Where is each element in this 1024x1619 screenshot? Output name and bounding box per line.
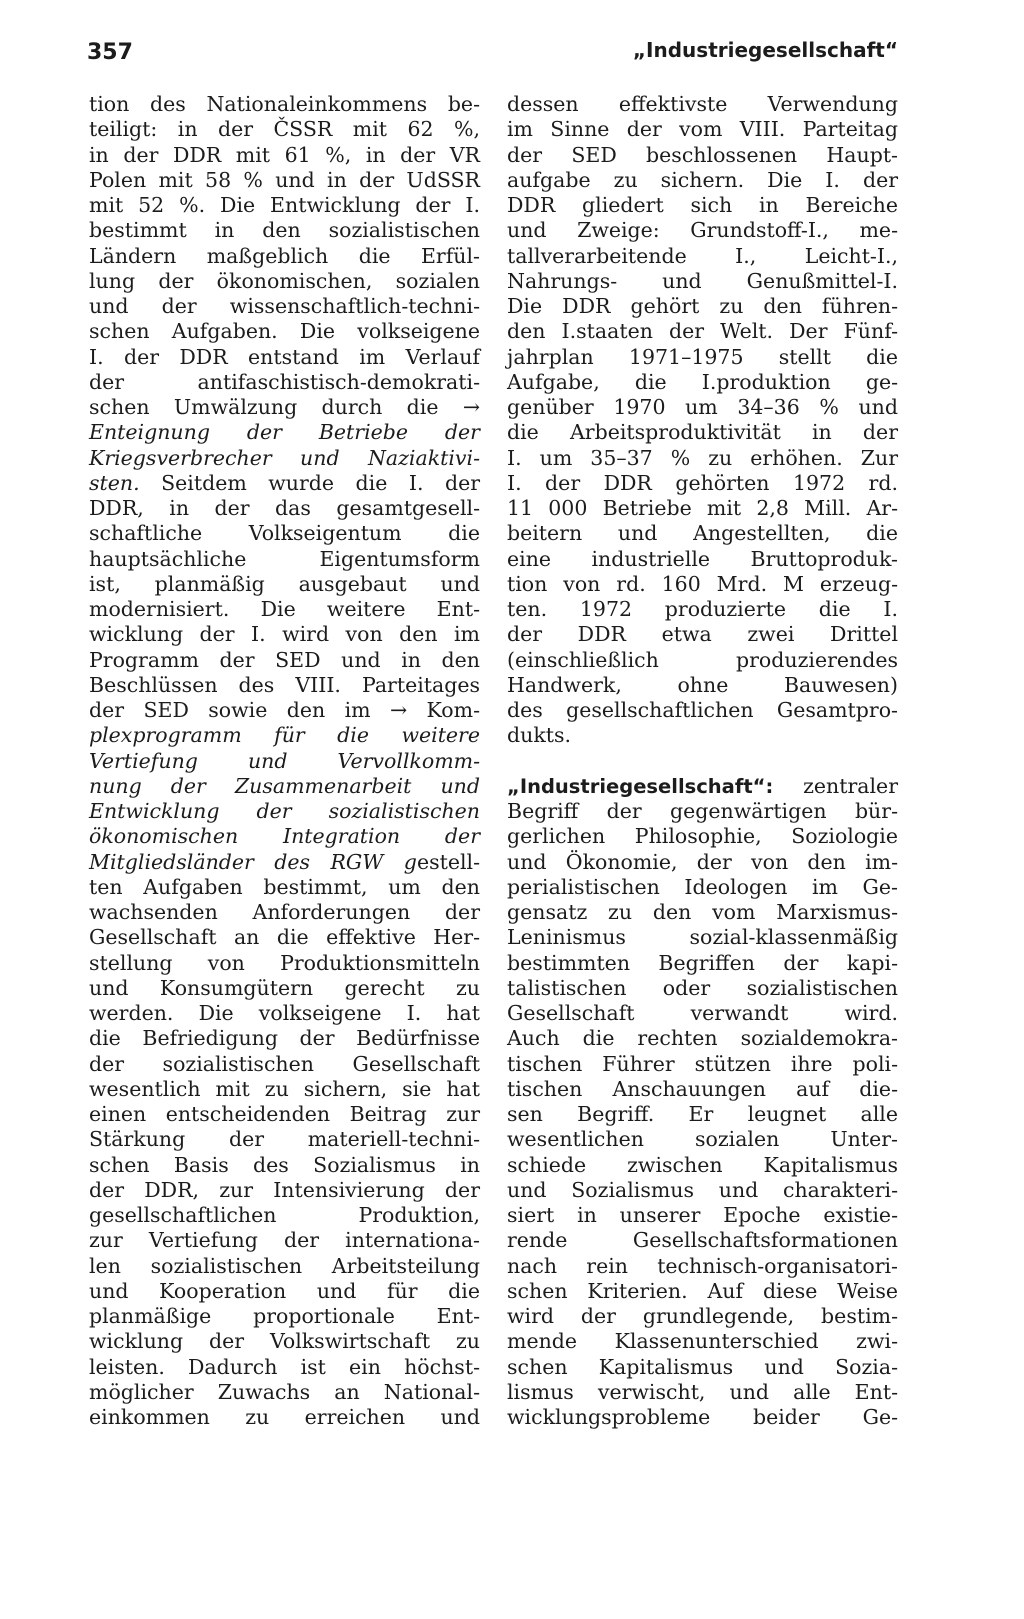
right-paragraph-1 [507, 92, 898, 749]
text-line: nach rein technisch-organisatori- [507, 1253, 898, 1278]
text-line: DDR, in der das gesamtgesell- [89, 496, 480, 520]
text-line: Mitgliedsländer des RGW gestell- [89, 849, 480, 874]
text-line: schen Umwälzung durch die → [89, 395, 480, 419]
text-line: Gesellschaft verwandt wird. [507, 1001, 898, 1025]
text-line: ten. 1972 produzierte die I. [507, 597, 898, 621]
text-line: die Befriedigung der Bedürfnisse [89, 1026, 480, 1051]
text-line: modernisiert. Die weitere Ent- [89, 597, 480, 621]
text-line: gensatz zu den vom Marxismus- [507, 900, 898, 924]
text-line: der DDR, zur Intensivierung der [89, 1177, 480, 1202]
text-line: tischen Anschauungen auf die- [507, 1076, 898, 1101]
text-line: talistischen oder sozialistischen [507, 975, 898, 1000]
text-line: sen Begriff. Er leugnet alle [507, 1102, 898, 1126]
text-line: I. um 35–37 % zu erhöhen. Zur [507, 445, 898, 470]
text-line: mende Klassenunterschied zwi- [507, 1329, 898, 1354]
text-line: nung der Zusammenarbeit und [89, 773, 480, 798]
text-line: wicklung der Volkswirtschaft zu [89, 1329, 480, 1354]
text-line: in der DDR mit 61 %, in der VR [89, 142, 480, 167]
text-line: DDR gliedert sich in Bereiche [507, 193, 898, 217]
text-line: gesellschaftlichen Produktion, [89, 1203, 480, 1227]
text-line: tallverarbeitende I., Leicht-I., [507, 243, 898, 268]
text-line: wird der grundlegende, bestim- [507, 1304, 898, 1328]
text-line: einen entscheidenden Beitrag zur [89, 1102, 480, 1126]
text-line: der SED beschlossenen Haupt- [507, 142, 898, 167]
text-line: tischen Führer stützen ihre poli- [507, 1051, 898, 1076]
text-line: schen Aufgaben. Die volkseigene [89, 319, 480, 344]
text-line: mit 52 %. Die Entwicklung der I. [89, 193, 480, 217]
text-line: Beschlüssen des VIII. Parteitages [89, 672, 480, 697]
text-line: und Zweige: Grundstoff-I., me- [507, 218, 898, 243]
text-line: leisten. Dadurch ist ein höchst- [89, 1354, 480, 1379]
left-column [89, 92, 480, 1430]
text-line: und Konsumgütern gerecht zu [89, 975, 480, 1000]
text-line: schen Kriterien. Auf diese Weise [507, 1278, 898, 1303]
text-line: lung der ökonomischen, sozialen [89, 268, 480, 293]
running-title: „Industriegesellschaft“ [632, 38, 898, 62]
text-line: dessen effektivste Verwendung [507, 92, 898, 116]
text-line: Die DDR gehört zu den führen- [507, 294, 898, 318]
text-line: wicklungsprobleme beider Ge- [507, 1405, 898, 1429]
text-line: wachsenden Anforderungen der [89, 900, 480, 924]
text-line: hauptsächliche Eigentumsform [89, 546, 480, 571]
text-line: bestimmt in den sozialistischen [89, 218, 480, 243]
text-line: Auch die rechten sozialdemokra- [507, 1026, 898, 1051]
text-line: und Ökonomie, der von den im- [507, 849, 898, 874]
text-line: tion des Nationaleinkommens be- [89, 92, 480, 116]
text-line: wesentlich mit zu sichern, sie hat [89, 1076, 480, 1101]
text-line: und Kooperation und für die [89, 1278, 480, 1303]
text-line: Kriegsverbrecher und Naziaktivi- [89, 445, 480, 470]
text-line: im Sinne der vom VIII. Parteitag [507, 117, 898, 142]
entry-first-line-rest: zentraler [803, 773, 898, 798]
text-line: planmäßige proportionale Ent- [89, 1304, 480, 1328]
text-line: wicklung der I. wird von den im [89, 622, 480, 647]
text-line: 11 000 Betriebe mit 2,8 Mill. Ar- [507, 496, 898, 520]
text-line: ökonomischen Integration der [89, 824, 480, 849]
entry-keyword: „Industriegesellschaft“: [507, 774, 774, 798]
text-line: wesentlichen sozialen Unter- [507, 1127, 898, 1152]
text-line: der SED sowie den im → Kom- [89, 698, 480, 722]
text-line: gerlichen Philosophie, Soziologie [507, 824, 898, 849]
text-line: schen Basis des Sozialismus in [89, 1152, 480, 1177]
text-line: ten Aufgaben bestimmt, um den [89, 874, 480, 899]
page-number: 357 [87, 40, 133, 65]
text-line: aufgabe zu sichern. Die I. der [507, 167, 898, 192]
text-line: Handwerk, ohne Bauwesen) [507, 672, 898, 697]
text-line: Polen mit 58 % und in der UdSSR [89, 167, 480, 192]
text-line: Leninismus sozial-klassenmäßig [507, 925, 898, 950]
text-line: des gesellschaftlichen Gesamtpro- [507, 698, 898, 722]
text-line: der sozialistischen Gesellschaft [89, 1051, 480, 1076]
right-column [507, 92, 898, 1430]
text-line: Aufgabe, die I.produktion ge- [507, 369, 898, 394]
entry-heading-line [507, 774, 898, 799]
text-line: perialistischen Ideologen im Ge- [507, 874, 898, 899]
text-line: jahrplan 1971–1975 stellt die [507, 344, 898, 369]
text-line: Enteignung der Betriebe der [89, 420, 480, 445]
text-line: (einschließlich produzierendes [507, 647, 898, 672]
text-line: zur Vertiefung der internationa- [89, 1228, 480, 1253]
text-line: plexprogramm für die weitere [89, 723, 480, 748]
text-line: und der wissenschaftlich-techni- [89, 294, 480, 318]
text-line: lismus verwischt, und alle Ent- [507, 1379, 898, 1404]
text-line: werden. Die volkseigene I. hat [89, 1001, 480, 1025]
text-line: eine industrielle Bruttoproduk- [507, 546, 898, 571]
text-line: und Sozialismus und charakteri- [507, 1177, 898, 1202]
text-line: einkommen zu erreichen und [89, 1405, 480, 1429]
text-line: bestimmten Begriffen der kapi- [507, 950, 898, 975]
text-line: Nahrungs- und Genußmittel-I. [507, 268, 898, 293]
text-line: Gesellschaft an die effektive Her- [89, 925, 480, 950]
text-line: teiligt: in der ČSSR mit 62 %, [89, 117, 480, 142]
text-line: der DDR etwa zwei Drittel [507, 622, 898, 647]
text-line: rende Gesellschaftsformationen [507, 1228, 898, 1253]
text-line: Vertiefung und Vervollkomm- [89, 748, 480, 773]
text-line: beitern und Angestellten, die [507, 521, 898, 546]
text-line: der antifaschistisch-demokrati- [89, 369, 480, 394]
text-line: Begriff der gegenwärtigen bür- [507, 799, 898, 823]
right-paragraph-2 [507, 799, 898, 1430]
text-line: schaftliche Volkseigentum die [89, 521, 480, 546]
text-line: Stärkung der materiell-techni- [89, 1127, 480, 1152]
text-line: tion von rd. 160 Mrd. M erzeug- [507, 571, 898, 596]
text-line: genüber 1970 um 34–36 % und [507, 395, 898, 419]
text-line: I. der DDR gehörten 1972 rd. [507, 470, 898, 495]
text-line: die Arbeitsproduktivität in der [507, 420, 898, 445]
text-line: schiede zwischen Kapitalismus [507, 1152, 898, 1177]
text-line: schen Kapitalismus und Sozia- [507, 1354, 898, 1379]
text-line: I. der DDR entstand im Verlauf [89, 344, 480, 369]
text-line: sten. Seitdem wurde die I. der [89, 470, 480, 495]
text-line: Ländern maßgeblich die Erfül- [89, 243, 480, 268]
text-line: siert in unserer Epoche existie- [507, 1203, 898, 1227]
text-line: stellung von Produktionsmitteln [89, 950, 480, 975]
text-line: möglicher Zuwachs an National- [89, 1379, 480, 1404]
text-line: Entwicklung der sozialistischen [89, 799, 480, 823]
text-line: Programm der SED und in den [89, 647, 480, 672]
text-line: len sozialistischen Arbeitsteilung [89, 1253, 480, 1278]
text-line: den I.staaten der Welt. Der Fünf- [507, 319, 898, 344]
text-line: dukts. [507, 723, 572, 748]
paragraph-gap [507, 749, 898, 774]
text-line: ist, planmäßig ausgebaut und [89, 571, 480, 596]
